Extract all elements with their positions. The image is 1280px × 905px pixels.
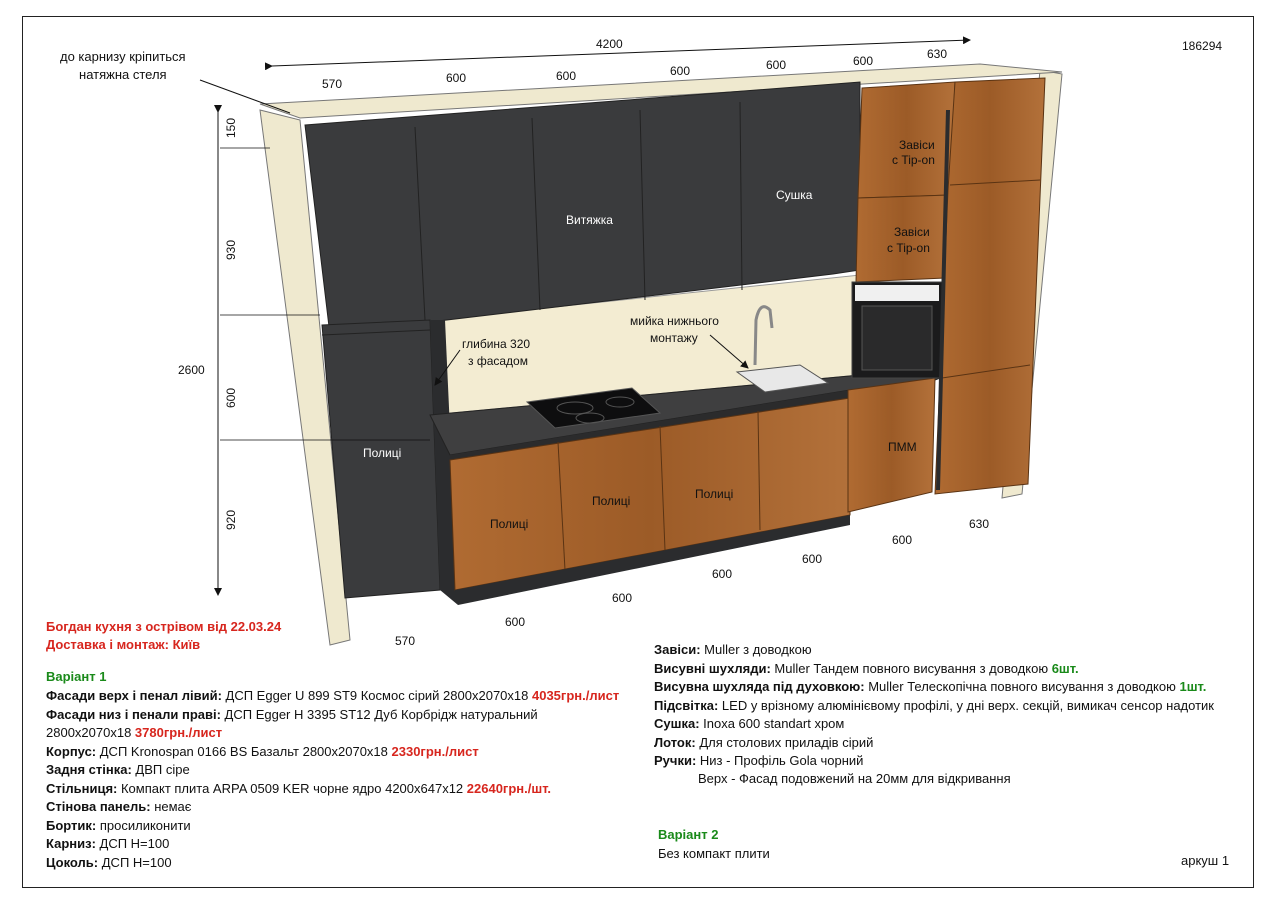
variant1-spec-line [46,761,619,780]
top-widths-label: 630 [927,47,948,61]
top-widths-label: 600 [853,54,874,68]
tipon-label-2a: Завіси [894,225,930,239]
variant1-spec-key: Фасади низ і пенали праві: [46,706,221,722]
shelves-b1-label: Полиці [490,517,529,531]
top-widths-label: 600 [556,69,577,83]
variant1-spec-key: Цоколь: [46,854,99,870]
cornice-note-line1: до карнизу кріпиться [60,49,186,64]
variant1-spec-price: 2330грн./лист [391,743,479,759]
variant1-spec-line [46,780,619,799]
hardware-spec-line [654,752,1214,771]
hardware-spec-value: Inoxa 600 standart хром [699,716,845,731]
variant1-spec-value: Компакт плита ARPA 0509 KER чорне ядро 4200х647х12 [117,780,467,796]
hood-label: Витяжка [566,213,613,227]
depth-note-1: глибина 320 [462,337,531,351]
dryer-label: Сушка [776,188,813,202]
variant1-spec-list [46,687,619,872]
hardware-spec-value: Muller Тандем повного висування з доводкою [770,660,1052,676]
order-title: Богдан кухня з острівом від 22.03.24 [46,619,282,634]
variant1-spec-key: Корпус: [46,743,97,759]
order-delivery: Доставка і монтаж: Київ [46,637,201,652]
variant2-heading: Варіант 2 [658,827,719,842]
tipon-label-1a: Завіси [899,138,935,152]
bottom-widths-label: 600 [712,567,733,581]
variant1-spec-value: ДСП Н=100 [98,854,172,870]
hardware-spec-key: Висувна шухляда під духовкою: [654,679,865,694]
cornice-note-line2: натяжна стеля [79,67,167,82]
top-widths-label: 600 [766,58,787,72]
bottom-widths-label: 600 [612,591,633,605]
variant1-spec-line [46,835,619,854]
variant1-spec-price: 4035грн./лист [531,688,620,703]
height-dim-920: 920 [224,509,238,530]
hardware-spec-key: Лоток: [654,734,696,750]
bottom-widths-label: 630 [969,517,990,531]
depth-note-2: з фасадом [468,354,528,368]
variant1-spec-line [46,706,619,725]
hardware-spec-value: LED у врізному алюмінієвому профілі, у дні верх. секцій, вимикач сенсор надотик [718,697,1214,713]
variant1-spec-value: 2800х2070х18 [46,725,135,740]
tipon-label-1b: с Tip-on [892,153,935,167]
shelves-left-label: Полиці [363,446,402,460]
variant1-spec-value: ДСП Kronospan 0166 BS Базальт 2800х2070х18 [96,743,392,759]
hardware-spec-key: Завіси: [654,642,701,657]
hardware-spec-value: Muller Телескопічна повного висування з доводкою [864,679,1180,694]
variant1-spec-value: просиликонити [96,817,191,833]
hardware-spec-line [654,734,1214,753]
variant1-spec-line [46,854,619,873]
hardware-spec-quantity: 1шт. [1179,679,1207,694]
variant1-spec-key: Стільниця: [46,780,118,796]
hardware-spec-line [654,715,1214,734]
variant1-spec-key: Бортик: [46,817,97,833]
hardware-spec-value: Muller з доводкою [700,642,812,657]
hardware-spec-value: Низ - Профіль Gola чорний [696,753,864,768]
variant1-spec-line [46,817,619,836]
bottom-widths-label: 600 [505,615,526,629]
variant1-spec-key: Стінова панель: [46,799,151,814]
hardware-spec-value: Для столових приладів сірий [695,734,874,750]
variant1-spec-price: 22640грн./шт. [466,780,552,796]
hardware-spec-list [654,641,1214,771]
cornice-note [60,48,186,84]
sink-note-1: мийка нижнього [630,314,719,328]
sheet-label: аркуш 1 [1181,853,1230,868]
variant1-spec-key: Карниз: [46,836,96,851]
total-height-label: 2600 [178,363,205,377]
variant1-spec-line [46,687,619,706]
right-tall-right [935,78,1045,494]
variant1-spec-line [46,743,619,762]
variant1-spec-value: ДСП Egger H 3395 ST12 Дуб Корбрідж натуральний [220,706,538,722]
handles-top-line: Верх - Фасад подовжений на 20мм для відкривання [698,771,1011,786]
bottom-widths-label: 600 [802,552,823,566]
height-dim-930: 930 [224,239,238,260]
bottom-widths-label: 570 [395,634,416,648]
dishwasher-label: ПММ [888,440,917,454]
variant1-spec-line [46,798,619,817]
hardware-spec-key: Висувні шухляди: [654,660,771,676]
hardware-spec-line [654,678,1214,697]
shelves-b2-label: Полиці [592,494,631,508]
variant1-spec-line [46,724,619,743]
hardware-spec-key: Підсвітка: [654,697,719,713]
variant1-spec-value: ДСП Н=100 [95,836,170,851]
variant1-heading: Варіант 1 [46,669,107,684]
variant1-spec-value: ДВП сіре [131,762,190,777]
variant1-spec-value: ДСП Egger U 899 ST9 Космос сірий 2800х2070х18 [221,688,532,703]
hardware-spec-key: Сушка: [654,716,700,731]
variant2-text: Без компакт плити [658,846,770,861]
shelves-b3-label: Полиці [695,487,734,501]
height-dim-600: 600 [224,387,238,408]
hardware-spec-line [654,697,1214,716]
sink-note-2: монтажу [650,331,698,345]
hardware-spec-line [654,660,1214,679]
variant1-spec-value: немає [150,799,192,814]
hardware-spec-key: Ручки: [654,753,697,768]
hardware-spec-quantity: 6шт. [1051,660,1079,676]
total-width-label: 4200 [596,37,623,51]
doc-number: 186294 [1182,39,1223,53]
top-widths-label: 600 [670,64,691,78]
variant1-spec-key: Фасади верх і пенал лівий: [46,688,222,703]
hardware-spec-line [654,641,1214,660]
tipon-label-2b: с Tip-on [887,241,930,255]
variant1-spec-key: Задня стінка: [46,762,132,777]
height-dim-150: 150 [224,117,238,138]
top-widths-label: 570 [322,77,343,91]
bottom-widths-label: 600 [892,533,913,547]
variant1-spec-price: 3780грн./лист [134,725,223,740]
top-widths-label: 600 [446,71,467,85]
